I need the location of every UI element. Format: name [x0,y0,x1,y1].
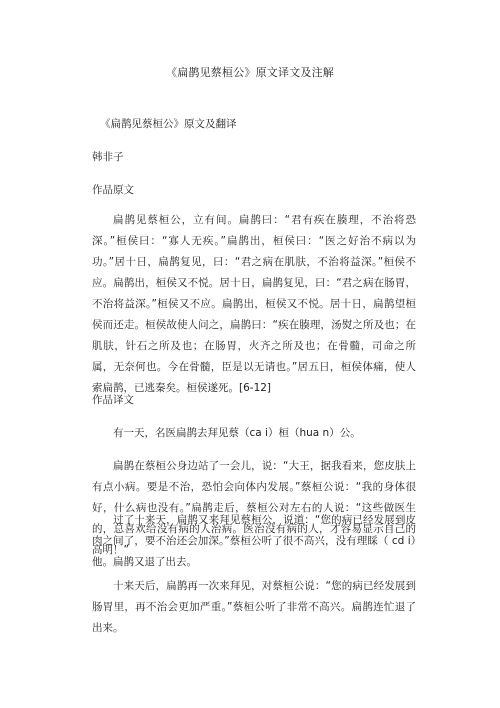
translation-heading: 作品译文 [92,394,134,406]
author-name: 韩非子 [92,151,124,163]
translation-paragraph-4: 十来天后，扁鹊再一次来拜见，对蔡桓公说：“您的病已经发展到肠胃里，再不治会更加严重。”蔡桓公听了非常不高兴。扁鹊连忙退了出来。 [92,580,416,634]
translation-paragraph-3: 过了十来天，扁鹊又来拜见蔡桓公，说道：“您的病已经发展到皮肉之间了，要不治还会加深。”蔡桓公听了很不高兴，没有理睬（ cd i）他。扁鹊又退了出去。 [92,514,416,568]
translation-paragraph-2: 扁鹊在蔡桓公身边站了一会儿，说：“大王，据我看来，您皮肤上有点小病。要是不治，恐怕会向体内发展。”蔡桓公说：“我的身体很好，什么病也没有。”扁鹊走后，蔡桓公对左右的人说：“这些做医生的，总喜欢给没有病的人治病。医治没有病的人，才容易显示自己的高明！” [92,460,416,556]
section-heading: 《扁鹊见蔡桓公》原文及翻译 [100,118,237,130]
original-heading: 作品原文 [92,184,134,196]
translation-paragraph-1: 有一天，名医扁鹊去拜见蔡（ca i）桓（hua n）公。 [113,427,361,439]
original-text: 扁鹊见蔡桓公，立有间。扁鹊曰：“君有疾在腠理，不治将恐深。”桓侯曰：“寡人无疾。”扁鹊出，桓侯曰：“医之好治不病以为功。”居十日，扁鹊复见，曰：“君之病在肌肤，不治将益深。”桓侯不应。扁鹊出，桓侯又不悦。居十日，扁鹊复见，曰：“君之病在肠胃，不治将益深。”桓侯又不应。扁鹊出，桓侯又不悦。居十日，扁鹊望桓侯而还走。桓侯故使人问之，扁鹊曰：“疾在腠理，汤熨之所及也；在肌肤，针石之所及也；在肠胃，火齐之所及也；在骨髓，司命之所属，无奈何也。今在骨髓，臣是以无请也。”居五日，桓侯体痛，使人索扁鹊，已逃秦矣。桓侯遂死。[6-12] [92,214,416,394]
document-title: 《扁鹊见蔡桓公》原文译文及注解 [166,66,334,79]
